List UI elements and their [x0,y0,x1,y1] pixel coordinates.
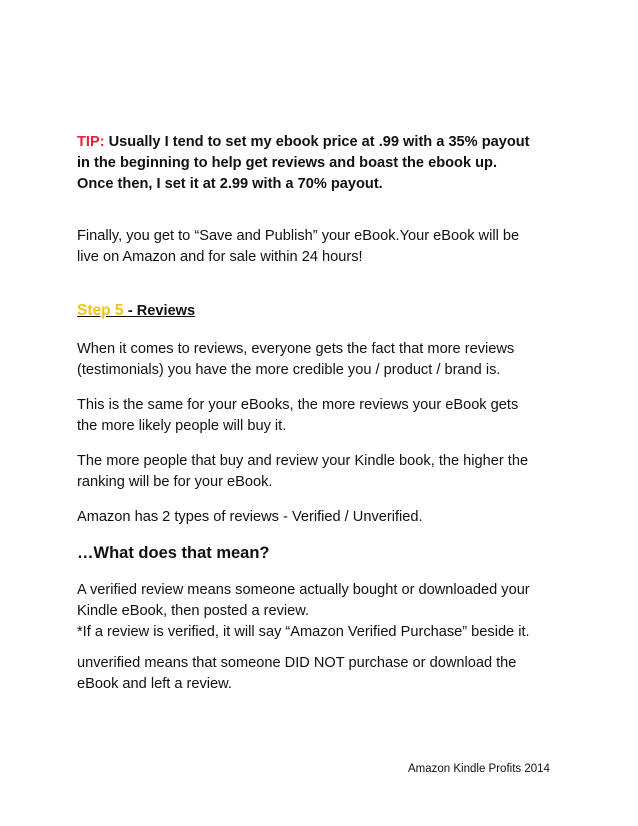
unverified-line-2: eBook and left a review. [77,676,232,692]
tip-line-1 [77,132,577,153]
verified-paragraph [77,580,577,643]
finally-line-2: live on Amazon and for sale within 24 hours! [77,249,363,265]
step-heading [77,300,577,322]
reviews-paragraph-4 [77,507,577,528]
p1-line-2: (testimonials) you have the more credible you / product / brand is. [77,362,501,378]
page-footer: Amazon Kindle Profits 2014 [408,763,550,775]
p3-line-1: The more people that buy and review your Kindle book, the higher the [77,453,529,469]
tip-paragraph [77,132,577,195]
verified-line-3: *If a review is verified, it will say “Amazon Verified Purchase” beside it. [77,624,530,640]
tip-label: TIP: [77,134,105,150]
verified-line-1: A verified review means someone actually bought or downloaded your [77,582,530,598]
verified-line-2: Kindle eBook, then posted a review. [77,603,310,619]
finally-line-1: Finally, you get to “Save and Publish” your eBook.Your eBook will be [77,228,520,244]
p2-line-1: This is the same for your eBooks, the more reviews your eBook gets [77,397,519,413]
question-heading: …What does that mean? [77,544,270,562]
p1-line-1: When it comes to reviews, everyone gets the fact that more reviews [77,341,515,357]
step-number: Step 5 [77,302,128,319]
p3-line-2: ranking will be for your eBook. [77,474,273,490]
unverified-line-1: unverified means that someone DID NOT purchase or download the [77,655,517,671]
reviews-paragraph-2 [77,395,577,437]
tip-text-1: Usually I tend to set my ebook price at .99 with a 35% payout [108,134,530,150]
tip-line-2: in the beginning to help get reviews and boast the ebook up. [77,155,498,171]
reviews-paragraph-1 [77,339,577,381]
tip-line-3: Once then, I set it at 2.99 with a 70% payout. [77,176,383,192]
unverified-paragraph [77,653,577,695]
p4-line-1: Amazon has 2 types of reviews - Verified / Unverified. [77,509,423,525]
p2-line-2: the more likely people will buy it. [77,418,287,434]
finally-paragraph [77,226,577,268]
step-title: - Reviews [127,303,196,319]
reviews-paragraph-3 [77,451,577,493]
